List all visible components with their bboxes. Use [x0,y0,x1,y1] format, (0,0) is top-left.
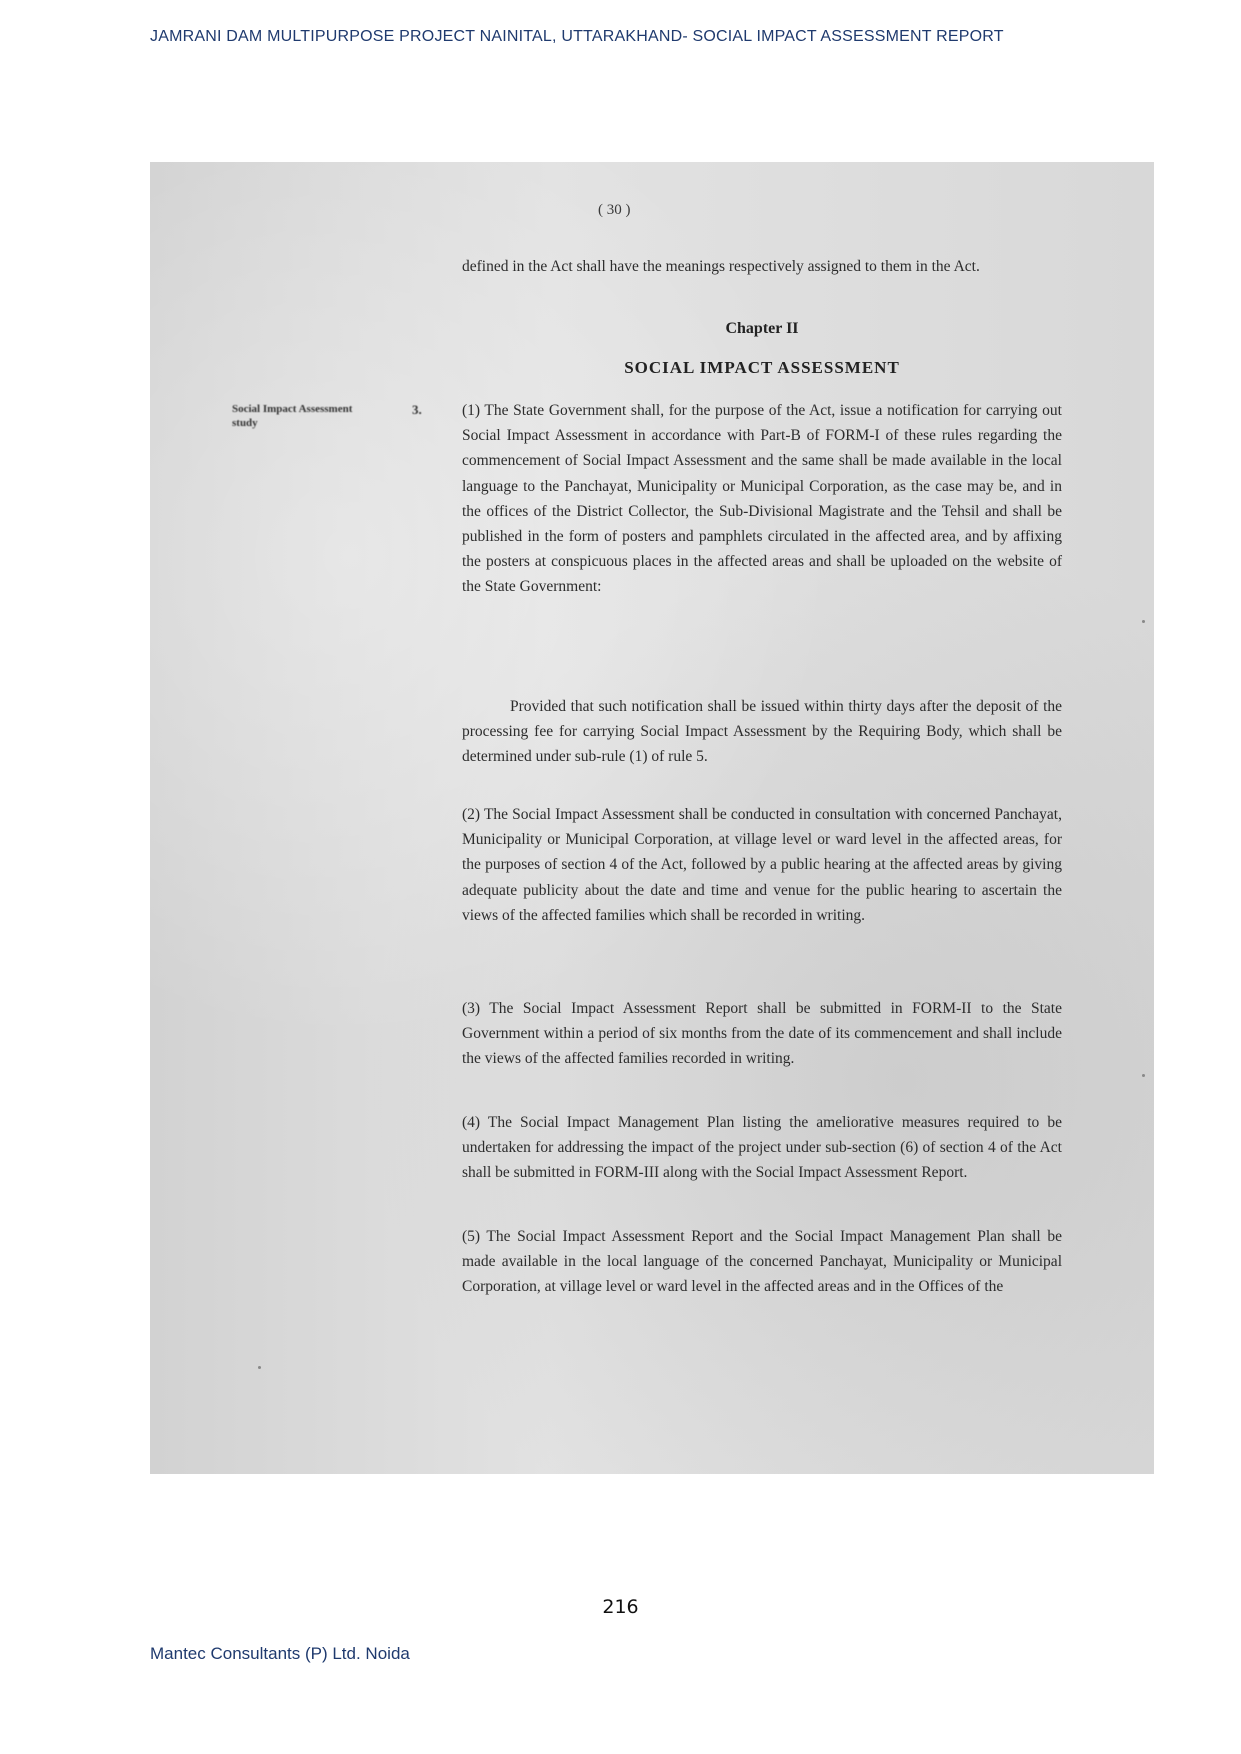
scanned-page-image [150,162,1154,1474]
margin-note: Social Impact Assessment study [232,403,353,429]
scan-speck [258,1366,261,1369]
clause-3 [462,996,1062,1072]
clause-2-text: (2) The Social Impact Assessment shall be conducted in consultation with concerned Panchayat, Municipality or Municipal Corporation, at village level or ward level in the affected areas, for the purposes of section 4 of the Act, followed by a public hearing at the affected areas by giving adequate publicity about the date and time and venue for the public hearing to ascertain the views of the affected families which shall be recorded in writing. [462,806,1062,924]
section-heading: SOCIAL IMPACT ASSESSMENT [624,358,900,377]
clause-4-text: (4) The Social Impact Management Plan listing the ameliorative measures required to be undertaken for addressing the impact of the project under sub-section (6) of section 4 of the Act shall be submitted in FORM-III along with the Social Impact Assessment Report. [462,1114,1062,1182]
scan-speck [1142,620,1145,623]
scan-speck [1142,1074,1145,1077]
clause-2 [462,802,1062,928]
running-header: JAMRANI DAM MULTIPURPOSE PROJECT NAINITAL, UTTARAKHAND- SOCIAL IMPACT ASSESSMENT REPORT [150,28,1004,45]
clause-4 [462,1110,1062,1186]
clause-5 [462,1224,1062,1300]
footer-text: Mantec Consultants (P) Ltd. Noida [150,1644,410,1663]
proviso-text: Provided that such notification shall be issued within thirty days after the deposit of the processing fee for carrying Social Impact Assessment by the Requiring Body, which shall be determined under sub-rule (1) of rule 5. [462,698,1062,766]
clause-3-text: (3) The Social Impact Assessment Report shall be submitted in FORM-II to the State Government within a period of six months from the date of its commencement and shall include the views of the affected families recorded in writing. [462,1000,1062,1068]
chapter-heading: Chapter II [725,320,799,337]
clause-1-text: (1) The State Government shall, for the purpose of the Act, issue a notification for carrying out Social Impact Assessment in accordance with Part-B of FORM-I of these rules regarding the commencement of Social Impact Assessment and the same shall be made available in the local language to the Panchayat, Municipality or Municipal Corporation, as the case may be, and in the offices of the District Collector, the Sub-Divisional Magistrate and the Tehsil and shall be published in the form of posters and pamphlets circulated in the affected area, and by affixing the posters at conspicuous places in the affected areas and shall be uploaded on the website of the State Government: [462,402,1062,596]
clause-5-text: (5) The Social Impact Assessment Report and the Social Impact Management Plan shall be made available in the local language of the concerned Panchayat, Municipality or Municipal Corporation, at village level or ward level in the affected areas and in the Offices of the [462,1228,1062,1296]
scan-page-label: ( 30 ) [598,202,631,218]
clause-1 [462,398,1062,600]
proviso [462,694,1062,770]
intro-text: defined in the Act shall have the meanings respectively assigned to them in the Act. [462,258,980,275]
intro-paragraph [462,254,1062,279]
page-number: 216 [602,1596,639,1618]
rule-number: 3. [412,402,422,417]
